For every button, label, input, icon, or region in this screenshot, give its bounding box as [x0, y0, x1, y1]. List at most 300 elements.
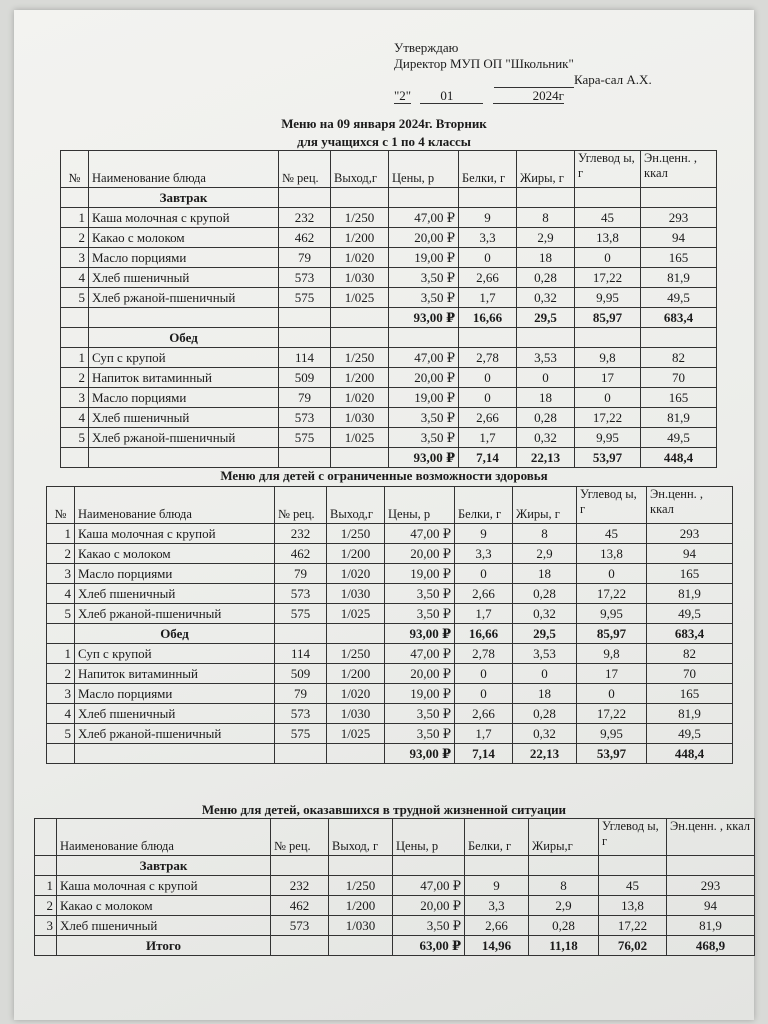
protein: 0: [459, 368, 517, 388]
price: 3,50 ₽: [385, 704, 455, 724]
col-num-header: №: [47, 487, 75, 524]
row-num: 2: [61, 228, 89, 248]
protein: 2,66: [459, 408, 517, 428]
recipe-number: 79: [275, 684, 327, 704]
protein: 1,7: [455, 724, 513, 744]
dish-name: Каша молочная с крупой: [75, 524, 275, 544]
energy: 49,5: [641, 428, 717, 448]
fat: 2,9: [513, 544, 577, 564]
portion-output: 1/200: [331, 368, 389, 388]
price: 3,50 ₽: [393, 916, 465, 936]
col-protein-header: Белки, г: [455, 487, 513, 524]
dish-name: Хлеб ржаной-пшеничный: [89, 288, 279, 308]
approval-date: [394, 88, 652, 104]
approve-label: Утверждаю: [394, 40, 459, 55]
table-row: [61, 288, 717, 308]
price: 19,00 ₽: [389, 248, 459, 268]
energy: 70: [647, 664, 733, 684]
col-output-header: Выход,г: [327, 487, 385, 524]
recipe-number: 232: [271, 876, 329, 896]
section-title-ovz: Меню для детей с ограниченные возможности здоровья: [220, 468, 548, 483]
table-cell: [529, 856, 599, 876]
carbs: 9,8: [575, 348, 641, 368]
price: 20,00 ₽: [389, 368, 459, 388]
energy: 49,5: [647, 724, 733, 744]
protein: 2,66: [455, 584, 513, 604]
table-cell: [331, 328, 389, 348]
carbs: 0: [575, 388, 641, 408]
breakfast-heading-label: Завтрак: [57, 856, 271, 876]
menu-table-ovz: [46, 486, 733, 764]
menu-table-hardship: [34, 818, 755, 956]
protein: 1,7: [459, 428, 517, 448]
recipe-number: 79: [279, 248, 331, 268]
table-cell: [47, 744, 75, 764]
total-price: 93,00 ₽: [389, 448, 459, 468]
energy: 49,5: [641, 288, 717, 308]
carbs: 13,8: [577, 544, 647, 564]
portion-output: 1/250: [329, 876, 393, 896]
menu-table-students: [60, 150, 717, 468]
table-cell: [641, 328, 717, 348]
energy: 165: [641, 248, 717, 268]
portion-output: 1/200: [327, 664, 385, 684]
table-row: [47, 544, 733, 564]
row-num: 3: [47, 564, 75, 584]
price: 3,50 ₽: [385, 584, 455, 604]
col-name-header: Наименование блюда: [89, 151, 279, 188]
fat: 0: [513, 664, 577, 684]
carbs: 45: [577, 524, 647, 544]
dish-name: Какао с молоком: [89, 228, 279, 248]
table-row: [47, 604, 733, 624]
portion-output: 1/020: [327, 564, 385, 584]
portion-output: 1/025: [327, 724, 385, 744]
table-row: [61, 208, 717, 228]
price: 47,00 ₽: [389, 208, 459, 228]
price: 3,50 ₽: [389, 408, 459, 428]
energy: 165: [647, 684, 733, 704]
protein: 3,3: [465, 896, 529, 916]
protein: 0: [455, 564, 513, 584]
price: 19,00 ₽: [385, 684, 455, 704]
col-protein-header: Белки, г: [465, 819, 529, 856]
row-num: 4: [47, 704, 75, 724]
portion-output: 1/250: [327, 524, 385, 544]
table-cell: [279, 448, 331, 468]
table-cell: [517, 188, 575, 208]
recipe-number: 79: [275, 564, 327, 584]
breakfast-heading-label: Завтрак: [89, 188, 279, 208]
price: 3,50 ₽: [389, 428, 459, 448]
total-label: Итого: [57, 936, 271, 956]
fat: 0,28: [513, 584, 577, 604]
protein: 9: [465, 876, 529, 896]
dish-name: Какао с молоком: [75, 544, 275, 564]
row-num: 5: [47, 604, 75, 624]
table-row: [47, 644, 733, 664]
table-cell: [327, 624, 385, 644]
fat: 2,9: [529, 896, 599, 916]
carbs: 13,8: [599, 896, 667, 916]
protein: 0: [455, 684, 513, 704]
recipe-number: 232: [279, 208, 331, 228]
signature-line: [494, 75, 574, 88]
fat: 0,32: [513, 724, 577, 744]
energy: 82: [641, 348, 717, 368]
table-cell: [47, 624, 75, 644]
total-protein: 14,96: [465, 936, 529, 956]
fat: 0,32: [513, 604, 577, 624]
table-cell: [61, 328, 89, 348]
total-fat: 11,18: [529, 936, 599, 956]
fat: 0: [517, 368, 575, 388]
energy: 70: [641, 368, 717, 388]
table-cell: [61, 448, 89, 468]
total-label: Обед: [75, 624, 275, 644]
protein: 0: [459, 388, 517, 408]
dish-name: Каша молочная с крупой: [89, 208, 279, 228]
row-num: 2: [47, 544, 75, 564]
date-year: 2024г: [493, 88, 564, 104]
dish-name: Хлеб пшеничный: [57, 916, 271, 936]
total-price: 93,00 ₽: [385, 744, 455, 764]
total-protein: 7,14: [455, 744, 513, 764]
table-row: [35, 876, 755, 896]
total-fat: 22,13: [517, 448, 575, 468]
table-cell: [279, 328, 331, 348]
energy: 49,5: [647, 604, 733, 624]
price: 20,00 ₽: [385, 664, 455, 684]
breakfast-heading: [61, 188, 717, 208]
director-title: Директор МУП ОП "Школьник": [394, 56, 574, 71]
total-energy: 683,4: [647, 624, 733, 644]
table-cell: [517, 328, 575, 348]
price: 20,00 ₽: [393, 896, 465, 916]
director-name: Кара-сал А.Х.: [574, 72, 652, 87]
total-row: [61, 308, 717, 328]
breakfast-heading: [35, 856, 755, 876]
table-row: [61, 228, 717, 248]
recipe-number: 232: [275, 524, 327, 544]
recipe-number: 573: [271, 916, 329, 936]
dish-name: Каша молочная с крупой: [57, 876, 271, 896]
carbs: 17,22: [575, 268, 641, 288]
lunch-heading: [61, 328, 717, 348]
fat: 0,32: [517, 288, 575, 308]
total-row: [47, 744, 733, 764]
fat: 0,28: [517, 268, 575, 288]
carbs: 17,22: [575, 408, 641, 428]
dish-name: Суп с крупой: [89, 348, 279, 368]
total-label: [89, 308, 279, 328]
carbs: 9,95: [577, 604, 647, 624]
dish-name: Масло порциями: [89, 388, 279, 408]
table-row: [61, 368, 717, 388]
recipe-number: 509: [275, 664, 327, 684]
col-name-header: Наименование блюда: [57, 819, 271, 856]
menu-title: Меню на 09 января 2024г. Вторник: [281, 116, 487, 131]
portion-output: 1/020: [331, 248, 389, 268]
recipe-number: 114: [275, 644, 327, 664]
table-row: [47, 704, 733, 724]
price: 3,50 ₽: [385, 724, 455, 744]
portion-output: 1/200: [329, 896, 393, 916]
date-day: "2": [394, 88, 412, 103]
col-protein-header: Белки, г: [459, 151, 517, 188]
protein: 0: [459, 248, 517, 268]
table-header-row: [61, 151, 717, 188]
table-cell: [61, 308, 89, 328]
portion-output: 1/025: [331, 428, 389, 448]
energy: 293: [667, 876, 755, 896]
carbs: 17: [575, 368, 641, 388]
dish-name: Масло порциями: [75, 564, 275, 584]
total-fat: 29,5: [513, 624, 577, 644]
dish-name: Какао с молоком: [57, 896, 271, 916]
col-num-header: [35, 819, 57, 856]
protein: 1,7: [455, 604, 513, 624]
fat: 0,28: [529, 916, 599, 936]
portion-output: 1/020: [327, 684, 385, 704]
protein: 2,78: [459, 348, 517, 368]
carbs: 9,95: [575, 288, 641, 308]
table-cell: [327, 744, 385, 764]
carbs: 0: [575, 248, 641, 268]
total-protein: 16,66: [455, 624, 513, 644]
table-cell: [35, 936, 57, 956]
energy: 293: [641, 208, 717, 228]
dish-name: Напиток витаминный: [75, 664, 275, 684]
dish-name: Хлеб пшеничный: [75, 704, 275, 724]
total-carbs: 76,02: [599, 936, 667, 956]
protein: 2,66: [465, 916, 529, 936]
row-num: 2: [61, 368, 89, 388]
energy: 81,9: [641, 268, 717, 288]
lunch-heading-label: Обед: [89, 328, 279, 348]
total-row: [47, 624, 733, 644]
col-energy-header: Эн.ценн. , ккал: [667, 819, 755, 856]
row-num: 2: [47, 664, 75, 684]
portion-output: 1/030: [329, 916, 393, 936]
protein: 0: [455, 664, 513, 684]
date-month: 01: [420, 88, 483, 104]
col-name-header: Наименование блюда: [75, 487, 275, 524]
total-label: [75, 744, 275, 764]
row-num: 1: [47, 644, 75, 664]
row-num: 3: [61, 248, 89, 268]
dish-name: Хлеб пшеничный: [89, 268, 279, 288]
energy: 293: [647, 524, 733, 544]
dish-name: Суп с крупой: [75, 644, 275, 664]
table-cell: [279, 308, 331, 328]
price: 47,00 ₽: [389, 348, 459, 368]
recipe-number: 575: [279, 428, 331, 448]
table-row: [61, 348, 717, 368]
total-row: [61, 448, 717, 468]
row-num: 3: [61, 388, 89, 408]
carbs: 13,8: [575, 228, 641, 248]
row-num: 1: [35, 876, 57, 896]
total-fat: 29,5: [517, 308, 575, 328]
table-row: [61, 388, 717, 408]
row-num: 1: [47, 524, 75, 544]
fat: 8: [529, 876, 599, 896]
fat: 2,9: [517, 228, 575, 248]
col-recipe-header: № рец.: [279, 151, 331, 188]
energy: 165: [641, 388, 717, 408]
table-cell: [641, 188, 717, 208]
fat: 0,28: [517, 408, 575, 428]
carbs: 45: [575, 208, 641, 228]
recipe-number: 575: [275, 604, 327, 624]
table-row: [35, 916, 755, 936]
row-num: 2: [35, 896, 57, 916]
col-carbs-header: Углевод ы, г: [599, 819, 667, 856]
total-fat: 22,13: [513, 744, 577, 764]
total-price: 93,00 ₽: [389, 308, 459, 328]
price: 19,00 ₽: [385, 564, 455, 584]
fat: 18: [513, 684, 577, 704]
row-num: 3: [47, 684, 75, 704]
fat: 18: [517, 248, 575, 268]
recipe-number: 573: [275, 704, 327, 724]
dish-name: Масло порциями: [75, 684, 275, 704]
energy: 94: [641, 228, 717, 248]
col-price-header: Цены, р: [385, 487, 455, 524]
col-num-header: №: [61, 151, 89, 188]
carbs: 0: [577, 564, 647, 584]
energy: 94: [667, 896, 755, 916]
table-row: [47, 584, 733, 604]
total-carbs: 53,97: [577, 744, 647, 764]
protein: 3,3: [455, 544, 513, 564]
price: 3,50 ₽: [389, 288, 459, 308]
fat: 0,32: [517, 428, 575, 448]
energy: 81,9: [641, 408, 717, 428]
col-energy-header: Эн.ценн. , ккал: [641, 151, 717, 188]
recipe-number: 114: [279, 348, 331, 368]
table-cell: [275, 624, 327, 644]
price: 47,00 ₽: [385, 524, 455, 544]
table-header-row: [47, 487, 733, 524]
total-row: [35, 936, 755, 956]
price: 20,00 ₽: [389, 228, 459, 248]
energy: 165: [647, 564, 733, 584]
table-cell: [279, 188, 331, 208]
price: 3,50 ₽: [385, 604, 455, 624]
total-energy: 448,4: [647, 744, 733, 764]
energy: 81,9: [667, 916, 755, 936]
energy: 81,9: [647, 704, 733, 724]
fat: 3,53: [517, 348, 575, 368]
portion-output: 1/030: [331, 268, 389, 288]
total-carbs: 53,97: [575, 448, 641, 468]
section-title-hardship: Меню для детей, оказавшихся в трудной жизненной ситуации: [201, 802, 567, 817]
row-num: 5: [61, 288, 89, 308]
total-price: 93,00 ₽: [385, 624, 455, 644]
total-label: [89, 448, 279, 468]
fat: 0,28: [513, 704, 577, 724]
protein: 9: [455, 524, 513, 544]
total-energy: 683,4: [641, 308, 717, 328]
portion-output: 1/025: [327, 604, 385, 624]
carbs: 17,22: [577, 704, 647, 724]
protein: 2,66: [459, 268, 517, 288]
protein: 2,78: [455, 644, 513, 664]
row-num: 5: [61, 428, 89, 448]
table-header-row: [35, 819, 755, 856]
table-row: [47, 564, 733, 584]
col-recipe-header: № рец.: [275, 487, 327, 524]
col-recipe-header: № рец.: [271, 819, 329, 856]
col-fat-header: Жиры, г: [513, 487, 577, 524]
table-cell: [389, 188, 459, 208]
table-cell: [331, 188, 389, 208]
price: 20,00 ₽: [385, 544, 455, 564]
energy: 94: [647, 544, 733, 564]
carbs: 17,22: [577, 584, 647, 604]
table-row: [47, 524, 733, 544]
protein: 2,66: [455, 704, 513, 724]
table-cell: [271, 936, 329, 956]
portion-output: 1/200: [327, 544, 385, 564]
recipe-number: 573: [275, 584, 327, 604]
fat: 8: [517, 208, 575, 228]
total-protein: 7,14: [459, 448, 517, 468]
fat: 18: [517, 388, 575, 408]
table-cell: [275, 744, 327, 764]
table-cell: [331, 448, 389, 468]
col-output-header: Выход, г: [329, 819, 393, 856]
table-cell: [667, 856, 755, 876]
portion-output: 1/030: [327, 704, 385, 724]
col-fat-header: Жиры,г: [529, 819, 599, 856]
col-fat-header: Жиры, г: [517, 151, 575, 188]
dish-name: Хлеб пшеничный: [89, 408, 279, 428]
table-cell: [575, 188, 641, 208]
col-output-header: Выход,г: [331, 151, 389, 188]
carbs: 17,22: [599, 916, 667, 936]
protein: 3,3: [459, 228, 517, 248]
fat: 8: [513, 524, 577, 544]
energy: 81,9: [647, 584, 733, 604]
table-cell: [465, 856, 529, 876]
row-num: 1: [61, 208, 89, 228]
energy: 82: [647, 644, 733, 664]
dish-name: Хлеб ржаной-пшеничный: [75, 604, 275, 624]
table-cell: [329, 856, 393, 876]
total-carbs: 85,97: [577, 624, 647, 644]
approval-block: [394, 40, 652, 104]
table-cell: [61, 188, 89, 208]
carbs: 9,95: [577, 724, 647, 744]
portion-output: 1/030: [327, 584, 385, 604]
carbs: 9,95: [575, 428, 641, 448]
recipe-number: 573: [279, 268, 331, 288]
menu-subtitle: для учащихся с 1 по 4 классы: [297, 134, 471, 149]
protein: 1,7: [459, 288, 517, 308]
col-carbs-header: Углевод ы, г: [577, 487, 647, 524]
table-cell: [459, 188, 517, 208]
row-num: 3: [35, 916, 57, 936]
dish-name: Напиток витаминный: [89, 368, 279, 388]
table-cell: [599, 856, 667, 876]
total-protein: 16,66: [459, 308, 517, 328]
protein: 9: [459, 208, 517, 228]
col-energy-header: Эн.ценн. , ккал: [647, 487, 733, 524]
recipe-number: 575: [275, 724, 327, 744]
